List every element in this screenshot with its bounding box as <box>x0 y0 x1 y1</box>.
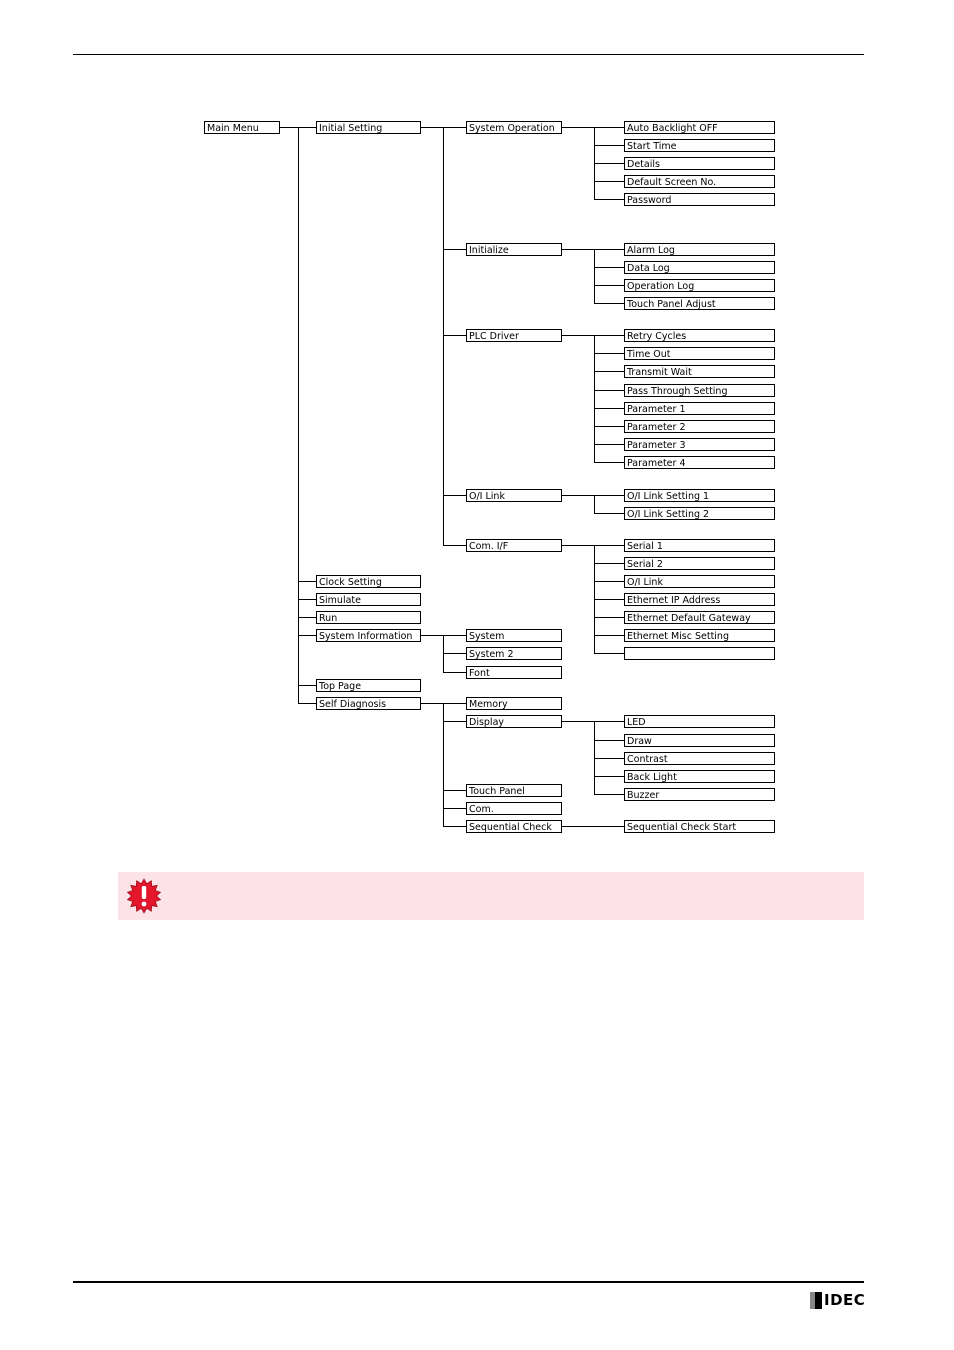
menu-node-label: Default Screen No. <box>627 177 717 188</box>
menu-node-plc-driver <box>467 330 562 343</box>
menu-node-label: Start Time <box>627 141 677 152</box>
menu-node-label: Sequential Check Start <box>627 822 737 833</box>
menu-node-buzzer <box>625 789 775 802</box>
menu-node-label: O/I Link Setting 2 <box>627 509 710 520</box>
menu-node-ethernet-ip-address <box>625 594 775 607</box>
menu-node-label: Touch Panel Adjust <box>627 299 716 310</box>
menu-node-serial-2 <box>625 558 775 571</box>
menu-node-system-information <box>317 630 421 643</box>
menu-node-operation-log <box>625 280 775 293</box>
menu-node-label: Self Diagnosis <box>319 699 387 710</box>
menu-node-label: Data Log <box>627 263 670 274</box>
menu-node-label: Time Out <box>627 349 671 360</box>
menu-node-contrast <box>625 753 775 766</box>
menu-node-label: Sequential Check <box>469 822 552 833</box>
menu-node-parameter-2 <box>625 421 775 434</box>
menu-node-label: Font <box>469 668 490 679</box>
menu-node-com <box>467 803 562 816</box>
menu-node-label: Run <box>319 613 338 624</box>
menu-node-retry-cycles <box>625 330 775 343</box>
menu-node-top-page <box>317 680 421 693</box>
menu-node-ethernet-default-gateway <box>625 612 775 625</box>
menu-node-label: Memory <box>469 699 508 710</box>
menu-node-label: System Operation <box>469 123 555 134</box>
menu-node-auto-backlight-off <box>625 122 775 135</box>
menu-node-touch-panel <box>467 785 562 798</box>
menu-node-label: Auto Backlight OFF <box>627 123 718 134</box>
menu-node-label: System 2 <box>469 649 514 660</box>
menu-node-box <box>625 716 775 728</box>
menu-node-label: Main Menu <box>207 123 259 134</box>
menu-node-label: Com. <box>469 804 494 815</box>
menu-node-draw <box>625 735 775 748</box>
menu-node-label: Initialize <box>469 245 509 256</box>
menu-node-time-out <box>625 348 775 361</box>
menu-node-initialize <box>467 244 562 257</box>
menu-node-label: O/I Link <box>627 577 663 588</box>
menu-node-system-operation <box>467 122 562 135</box>
menu-node-label: Retry Cycles <box>627 331 687 342</box>
menu-node-label: Parameter 2 <box>627 422 686 433</box>
menu-node-box <box>625 648 775 660</box>
menu-node-label: Parameter 1 <box>627 404 686 415</box>
menu-node-memory <box>467 698 562 711</box>
menu-node-run <box>317 612 421 625</box>
menu-node-blank <box>625 648 775 660</box>
menu-node-pass-through-setting <box>625 385 775 398</box>
menu-node-label: Transmit Wait <box>627 367 692 378</box>
menu-node-start-time <box>625 140 775 153</box>
menu-node-label: Ethernet Misc Setting <box>627 631 729 642</box>
menu-node-password <box>625 194 775 207</box>
idec-logo <box>810 1291 865 1309</box>
menu-node-label: Parameter 4 <box>627 458 686 469</box>
menu-node-font <box>467 667 562 680</box>
menu-node-label: Clock Setting <box>319 577 382 588</box>
menu-node-label: Pass Through Setting <box>627 386 728 397</box>
menu-node-main-menu <box>205 122 280 135</box>
menu-node-initial-setting <box>317 122 421 135</box>
menu-node-o-i-link-setting-1 <box>625 490 775 503</box>
menu-node-touch-panel-adjust <box>625 298 775 311</box>
menu-node-label: PLC Driver <box>469 331 519 342</box>
menu-node-label: Parameter 3 <box>627 440 686 451</box>
menu-node-ethernet-misc-setting <box>625 630 775 643</box>
menu-node-alarm-log <box>625 244 775 257</box>
menu-node-data-log <box>625 262 775 275</box>
menu-node-parameter-3 <box>625 439 775 452</box>
idec-logo-mark <box>810 1292 822 1309</box>
warning-note <box>118 872 864 920</box>
menu-node-label: Touch Panel <box>469 786 525 797</box>
menu-node-label: Back Light <box>627 772 677 783</box>
menu-node-system-2 <box>467 648 562 661</box>
menu-node-display <box>467 716 562 729</box>
menu-node-label: Details <box>627 159 660 170</box>
menu-node-label: O/I Link Setting 1 <box>627 491 710 502</box>
menu-node-serial-1 <box>625 540 775 553</box>
menu-node-label: Password <box>627 195 672 206</box>
menu-node-sequential-check <box>467 821 562 834</box>
menu-node-led <box>625 716 775 729</box>
menu-node-label: Serial 2 <box>627 559 663 570</box>
idec-logo-text: IDEC <box>824 1291 866 1309</box>
menu-node-com-i-f <box>467 540 562 553</box>
menu-node-label: O/I Link <box>469 491 505 502</box>
menu-node-label: Operation Log <box>627 281 695 292</box>
menu-node-self-diagnosis <box>317 698 421 711</box>
menu-node-o-i-link <box>625 576 775 589</box>
menu-node-label: Draw <box>627 736 652 747</box>
menu-node-label: Alarm Log <box>627 245 675 256</box>
exclamation-burst-icon <box>126 878 162 914</box>
menu-node-clock-setting <box>317 576 421 589</box>
menu-node-label: Serial 1 <box>627 541 663 552</box>
footer-rule <box>73 1281 864 1283</box>
menu-node-label: Contrast <box>627 754 668 765</box>
menu-node-label: System <box>469 631 505 642</box>
menu-node-label: Display <box>469 717 505 728</box>
menu-node-label: Com. I/F <box>469 541 509 552</box>
menu-node-label: Initial Setting <box>319 123 383 134</box>
menu-node-label: Simulate <box>319 595 361 606</box>
menu-node-label: Ethernet Default Gateway <box>627 613 751 624</box>
menu-node-label: LED <box>627 717 646 728</box>
menu-node-transmit-wait <box>625 366 775 379</box>
menu-node-label: Buzzer <box>627 790 660 801</box>
menu-node-label: Ethernet IP Address <box>627 595 721 606</box>
menu-node-label: Top Page <box>319 681 362 692</box>
menu-node-system <box>467 630 562 643</box>
menu-node-parameter-1 <box>625 403 775 416</box>
menu-node-details <box>625 158 775 171</box>
menu-node-back-light <box>625 771 775 784</box>
menu-node-default-screen-no <box>625 176 775 189</box>
menu-node-o-i-link-setting-2 <box>625 508 775 521</box>
menu-node-simulate <box>317 594 421 607</box>
menu-node-parameter-4 <box>625 457 775 470</box>
menu-node-o-i-link <box>467 490 562 503</box>
menu-node-sequential-check-start <box>625 821 775 834</box>
menu-node-label: System Information <box>319 631 413 642</box>
